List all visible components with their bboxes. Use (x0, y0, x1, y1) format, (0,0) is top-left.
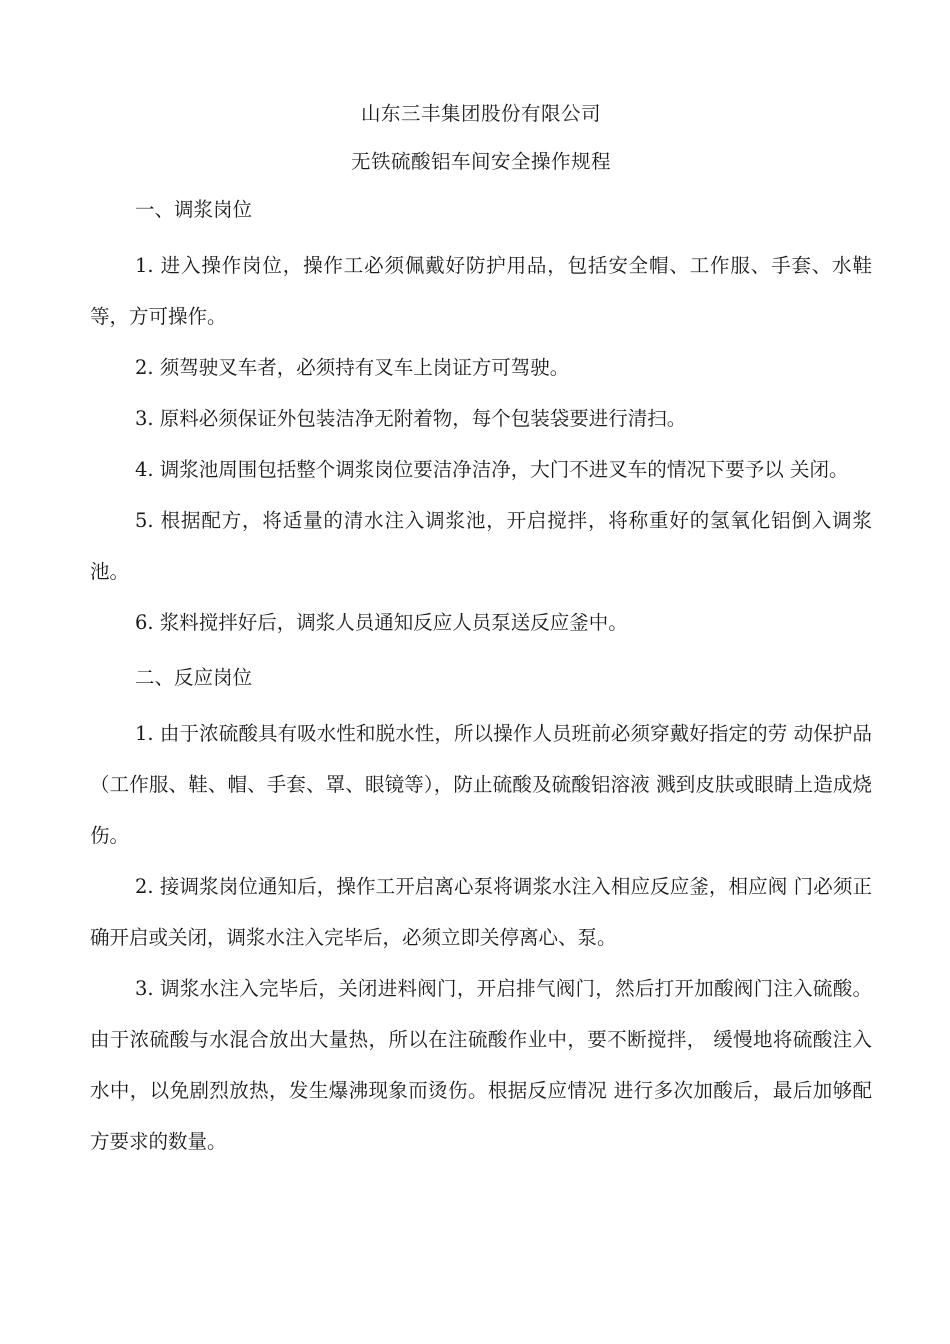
list-item: 4. 调浆池周围包括整个调浆岗位要洁净洁净，大门不进叉车的情况下要予以 关闭。 (135, 458, 849, 481)
list-item: 2. 接调浆岗位通知后，操作工开启离心泵将调浆水注入相应反应釜，相应阀 门必须正确开启或关闭，调浆水注入完毕后，必须立即关停离心、泵。 (90, 875, 872, 949)
section-heading: 二、反应岗位 (135, 666, 253, 689)
list-item: 3. 原料必须保证外包装洁净无附着物，每个包装袋要进行清扫。 (135, 407, 687, 430)
document-page (90, 96, 872, 1167)
section-heading: 一、调浆岗位 (135, 198, 253, 221)
list-item: 1. 进入操作岗位，操作工必须佩戴好防护用品，包括安全帽、工作服、手套、水鞋等，方可操作。 (90, 254, 872, 328)
list-item: 2. 须驾驶叉车者，必须持有叉车上岗证方可驾驶。 (135, 356, 570, 379)
company-name: 山东三丰集团股份有限公司 (360, 102, 601, 125)
list-item: 3. 调浆水注入完毕后，关闭进料阀门，开启排气阀门，然后打开加酸阀门注入硫酸。由于浓硫酸与水混合放出大量热，所以在注硫酸作业中，要不断搅拌， 缓慢地将硫酸注入水中，以免剧烈放热，发生爆沸现象而烫伤。根据反应情况 进行多次加酸后，最后加够配方要求的数量。 (90, 977, 872, 1153)
list-item: 5. 根据配方，将适量的清水注入调浆池，开启搅拌，将称重好的氢氧化铝倒入调浆池。 (90, 509, 872, 583)
list-item: 1. 由于浓硫酸具有吸水性和脱水性，所以操作人员班前必须穿戴好指定的劳 动保护品（工作服、鞋、帽、手套、罩、眼镜等），防止硫酸及硫酸铝溶液 溅到皮肤或眼睛上造成烧伤。 (90, 722, 872, 847)
document-title: 无铁硫酸铝车间安全操作规程 (350, 150, 611, 173)
list-item: 6. 浆料搅拌好后，调浆人员通知反应人员泵送反应釜中。 (135, 611, 628, 634)
